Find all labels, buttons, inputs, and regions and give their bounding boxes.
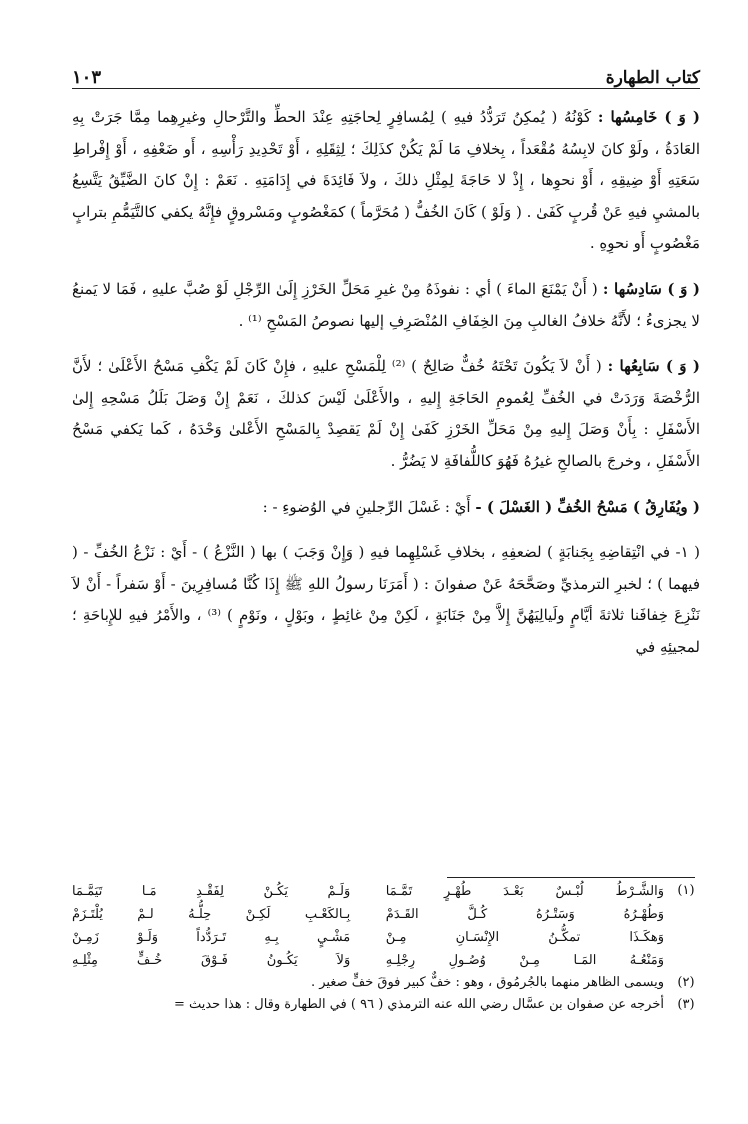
- paragraph-lead: ( وَ ) خَامِسُها :: [597, 108, 700, 126]
- paragraph-sixth-condition: [72, 274, 700, 337]
- book-title: كتاب الطهارة: [605, 68, 700, 88]
- paragraph-differences: [72, 492, 700, 524]
- footnote-text: أخرجه عن صفوان بن عسَّال رضي الله عنه الترمذي ( ٩٦ ) في الطهارة وقال : هذا حديث =: [173, 997, 664, 1012]
- paragraph-lead: ( ويُفَارِقُ ) مَسْحُ الخُفِّ ( الغَسْلَ ) -: [475, 497, 700, 516]
- poem-hemistich: وَلاَ يَكُـونُ فَـوْقَ خُـفٍّ مِثْلِـهِ: [72, 953, 351, 968]
- footnote-number: (٢): [677, 975, 695, 990]
- poem-line: [72, 880, 664, 903]
- paragraph-fifth-condition: [72, 102, 700, 260]
- header-rule: [72, 88, 700, 89]
- poem-hemistich: وَهكَـذَا تمكُّـنُ الإِنْسَـانِ مِـنْ: [385, 930, 664, 945]
- footnote-rule: [447, 877, 695, 878]
- paragraph-first-difference: [72, 537, 700, 663]
- paragraph-text: ( ١- في انْتِقاضِهِ بِجَنابَةٍ ) لضعفِهِ ، بخلافِ غَسْلِهِما فيهِ ( وَإِنْ وَجَبَ ) بها ( النَّزْعُ ) - أَيْ : نَزْعُ الخُفِّ - ( فيهما ) ؛ لخبرِ الترمذيِّ وصَحَّحَهُ عَنْ صفوانَ : ( أَمَرَنَا رسولُ اللهِ ﷺ إِذَا كُنَّا مُسافِرِينَ - أَوْ سَفراً - أَنْ لاَ نَنْزِعَ خِفافَنا ثلاثةَ أيَّامٍ ولَيالِيَهُنَّ إِلاَّ مِنْ جَنَابَةٍ ، لَكِنْ مِنْ غائِطٍ ، وبَوْلٍ ، ونَوْمٍ ) ⁽³⁾ ، والأَمْرُ فيهِ للإِباحَةِ ؛ لمجيئِهِ في: [72, 543, 700, 656]
- paragraph-text: ( أَنْ يَمْنَعَ الماءَ ) أي : نفوذَهُ مِنْ غيرِ مَحَلِّ الخَرْزِ إِلَىٰ الرِّجْلِ لَوْ صُبَّ عليهِ ، فَمَا لا يَمنعُ لا يجزىءُ ؛ لأَنَّهُ خلافُ الغالبِ مِنَ الخِفَافِ المُنْصَرِفِ إليها نصوصُ المَسْحِ ⁽¹⁾ .: [72, 279, 700, 330]
- paragraph-text: ( أَنْ لاَ يَكُونَ تَحْتَهُ خُفٌّ صَالِحٌ ) ⁽²⁾ لِلْمَسْحِ عليهِ ، فإِنْ كَانَ لَمْ يَكْفِ مَسْحُ الأَعْلَىٰ ؛ لأَنَّ الرُّخْصَةَ وَرَدَتْ في الخُفِّ لِعُمومِ الحَاجَةِ إِليهِ ، والأَعْلَىٰ لَيْسَ كذلكَ ، نَعَمْ إِنْ وَصَلَ بَلَلُ مَسْحِهِ إِلىٰ الأَسْفَلِ : بِأَنْ وَصَلَ إِليهِ مِنْ مَحَلِّ الخَرْزِ كَفَىٰ إِنْ لَمْ يَقصِدْ بِالمَسْحِ الأَعْلىٰ وَحْدَهُ ، كَما يَكفي مَسْحُ الأَسْفَلِ ، وخرجَ بالصالحِ غيرُهُ فَهُوَ كاللُّفافَةِ لا يَضُرُّ .: [72, 357, 700, 470]
- footnote-number: (٣): [677, 997, 695, 1012]
- poem-hemistich: وَالشَّـرْطُ لُبْـسٌ بَعْـدَ طُهْـرٍ تَمَّـمَا: [385, 884, 664, 899]
- paragraph-text: كَوْنُهُ ( يُمكِنُ تَرَدُّدُ فيهِ ) لِمُسافِرٍ لِحاجَتِهِ عِنْدَ الحطِّ والتَّرْحالِ وغيرِهِما مِمَّا جَرَتْ بِهِ العَادَةُ ، ولَوْ كانَ لابِسُهُ مُقْعَداً ، بِخلافِ مَا لَمْ يَكُنْ كذَلِكَ ؛ لِثِقَلِهِ ، أَوْ تَحْدِيدِ رَأْسِهِ ، أَو ضَعْفِهِ ، أَوْ إِفْراطِ سَعَتِهِ أَوْ ضِيقِهِ ، أَوْ نحوِها ، إِذْ لا حَاجَةَ لِمِثْلِ ذلكَ ، ولاَ فَائِدَةَ في إِدَامَتِهِ . نَعَمْ : إِنْ كانَ الضَّيِّقُ يَتَّسِعُ بالمشيِ فيهِ عَنْ قُربٍ كَفَىٰ . ( وَلَوْ ) كَانَ الخُفُّ ( مُحَرَّماً ) كمَغْصُوبٍ ومَسْروقٍ فإِنَّهُ يكفي كالتَّيَمُّمِ بترابٍ مَغْصُوبٍ أَو نحوِهِ .: [72, 108, 700, 253]
- paragraph-seventh-condition: [72, 351, 700, 477]
- poem-hemistich: بِـالكَعْـبِ لَكِـنْ حِلُّـهُ لـمْ يُلْتَـزَمْ: [72, 907, 351, 922]
- page-header: [72, 48, 700, 88]
- footnote-text: ويسمى الظاهر منهما بالجُرمُوق ، وهو : خفٌّ كبير فوقَ خفٍّ صغير .: [310, 975, 664, 990]
- poem-line: [72, 903, 664, 926]
- main-text: [72, 102, 700, 678]
- paragraph-lead: ( وَ ) سَادِسُها :: [602, 279, 700, 298]
- footnote-3: [72, 994, 700, 1016]
- footnote-2: [72, 972, 700, 994]
- poem-hemistich: وَلَـمْ يَكُـنْ لِفَقْـدِ مَـا تَيَمَّـمَا: [72, 884, 351, 899]
- paragraph-text: أَيْ : غَسْلَ الرِّجلينِ في الوُضوءِ - :: [262, 497, 471, 516]
- poem-line: [72, 926, 664, 949]
- footnote-1: [72, 880, 700, 972]
- poem-hemistich: مَشْـيٍ بِـهِ تَـرَدُّداً وَلَـوْ زَمِـنْ: [72, 930, 351, 945]
- paragraph-lead: ( وَ ) سَابِعُها :: [607, 357, 700, 376]
- poem-hemistich: وَطُهْـرُهُ وَسَتْـرُهُ كُـلَّ القَـدَمْ: [385, 907, 664, 922]
- poem-hemistich: وَمَنْعُـهُ المَـا مِـنْ وُصُـولِ رِجْلِـهِ: [385, 953, 664, 968]
- footnote-number: (١): [677, 883, 695, 898]
- footnotes: [72, 880, 700, 1016]
- footnote-poem: [72, 880, 664, 972]
- poem-line: [72, 949, 664, 972]
- page-number: ١٠٣: [72, 67, 102, 88]
